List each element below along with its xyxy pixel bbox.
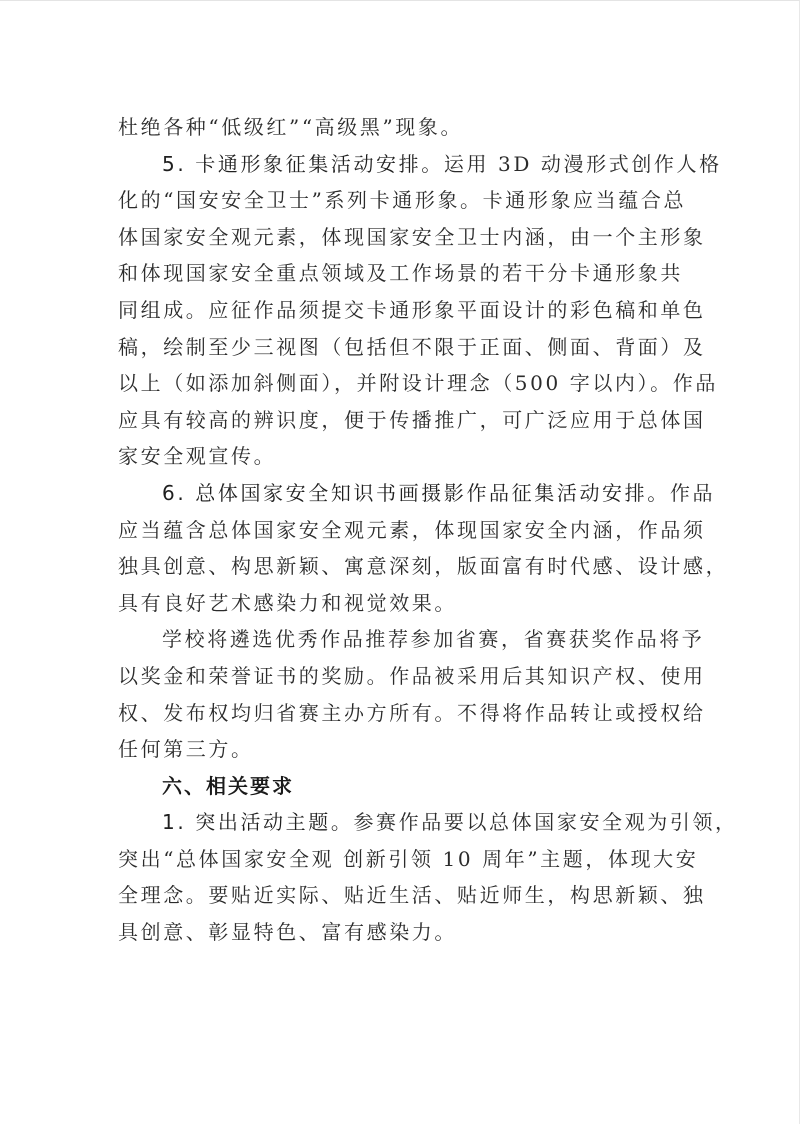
document-body (118, 109, 738, 951)
item-lead-title: 1. 突出活动主题。 (162, 810, 354, 835)
paragraph-item-5-cartoon (118, 146, 722, 475)
text-line: 任何第三方。 (118, 737, 254, 762)
text-line: 家安全观宣传。 (118, 444, 277, 469)
text-line: 以上（如添加斜侧面），并附设计理念（500 字以内）。作品 (118, 371, 718, 396)
text-line: 具有良好艺术感染力和视觉效果。 (118, 590, 457, 615)
text-line: 5. 卡通形象征集活动安排。运用 3D 动漫形式创作人格 (162, 151, 722, 176)
text-line: 6. 总体国家安全知识书画摄影作品征集活动安排。作品 (162, 480, 716, 505)
text-line: 稿，绘制至少三视图（包括但不限于正面、侧面、背面）及 (118, 334, 706, 359)
text-line: 独具创意、构思新颖、寓意深刻，版面富有时代感、设计感， (118, 554, 729, 579)
section-heading-requirements (118, 768, 678, 805)
text-line: 应具有较高的辨识度，便于传播推广，可广泛应用于总体国 (118, 407, 706, 432)
item-lead-title: 5. 卡通形象征集活动安排。 (162, 151, 444, 176)
text-line: 和体现国家安全重点领域及工作场景的若干分卡通形象共 (118, 261, 683, 286)
item-lead-title: 6. 总体国家安全知识书画摄影作品征集活动安排。 (162, 480, 670, 505)
text-line: 以奖金和荣誉证书的奖励。作品被采用后其知识产权、使用 (118, 663, 706, 688)
text-line: 全理念。要贴近实际、贴近生活、贴近师生，构思新颖、独 (118, 883, 706, 908)
paragraph-requirement-1 (118, 804, 738, 950)
text-line: 杜绝各种“低级红”“高级黑”现象。 (118, 115, 464, 139)
text-line: 权、发布权均归省赛主办方所有。不得将作品转让或授权给 (118, 700, 706, 725)
paragraph-award (118, 621, 706, 767)
text-line: 具创意、彰显特色、富有感染力。 (118, 920, 457, 945)
text-line: 学校将遴选优秀作品推荐参加省赛，省赛获奖作品将予 (162, 627, 705, 652)
text-line: 应当蕴含总体国家安全观元素，体现国家安全内涵，作品须 (118, 517, 706, 542)
heading-text: 六、相关要求 (162, 773, 294, 798)
text-line: 同组成。应征作品须提交卡通形象平面设计的彩色稿和单色 (118, 297, 706, 322)
text-line: 化的“国安安全卫士”系列卡通形象。卡通形象应当蕴合总 (118, 188, 687, 213)
text-line: 突出“总体国家安全观 创新引领 10 周年”主题，体现大安 (118, 846, 699, 871)
paragraph-item-6-artwork (118, 475, 729, 621)
text-line: 1. 突出活动主题。参赛作品要以总体国家安全观为引领， (162, 810, 738, 835)
paragraph-continuation (118, 109, 678, 146)
text-line: 体国家安全观元素，体现国家安全卫士内涵，由一个主形象 (118, 224, 706, 249)
